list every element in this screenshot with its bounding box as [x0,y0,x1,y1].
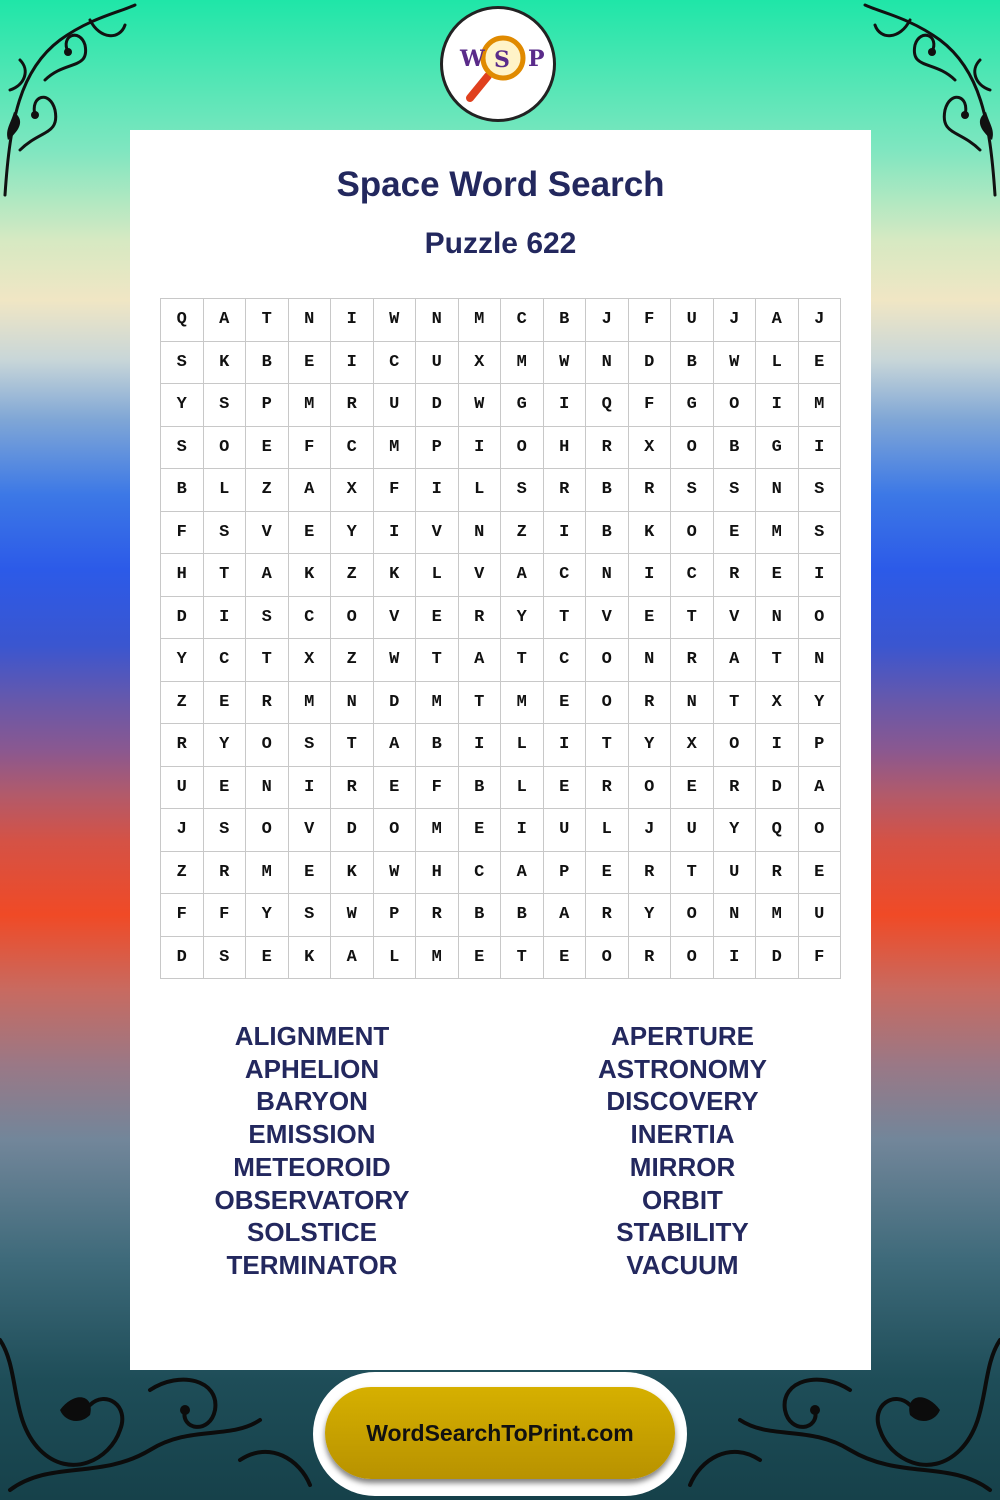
grid-cell[interactable]: W [374,852,417,895]
site-logo[interactable] [440,6,556,122]
logo-letter-center: S [494,47,510,73]
grid-cell[interactable]: M [416,937,459,980]
grid-cell[interactable]: A [714,639,757,682]
grid-cell[interactable]: E [246,427,289,470]
grid-cell[interactable]: G [671,384,714,427]
word-list-left [130,1020,494,1282]
grid-cell[interactable]: S [289,724,332,767]
grid-cell[interactable]: R [629,852,672,895]
grid-cell[interactable]: B [459,894,502,937]
grid-cell[interactable]: G [756,427,799,470]
grid-cell[interactable]: F [629,384,672,427]
grid-cell[interactable]: T [756,639,799,682]
grid-cell[interactable]: R [586,767,629,810]
grid-cell[interactable]: E [671,767,714,810]
grid-cell[interactable]: Y [714,809,757,852]
grid-cell[interactable]: M [246,852,289,895]
grid-cell[interactable]: K [374,554,417,597]
grid-cell[interactable]: I [289,767,332,810]
grid-cell[interactable]: T [204,554,247,597]
grid-cell[interactable]: B [671,342,714,385]
grid-cell[interactable]: X [459,342,502,385]
grid-cell[interactable]: E [289,852,332,895]
grid-cell[interactable]: Z [161,682,204,725]
grid-cell[interactable]: I [331,299,374,342]
grid-cell[interactable]: T [544,597,587,640]
grid-cell[interactable]: S [799,512,842,555]
grid-cell[interactable]: R [671,639,714,682]
grid-cell[interactable]: I [459,427,502,470]
grid-cell[interactable]: R [629,937,672,980]
grid-cell[interactable]: I [544,724,587,767]
grid-cell[interactable]: T [331,724,374,767]
grid-cell[interactable]: X [756,682,799,725]
grid-cell[interactable]: H [544,427,587,470]
grid-cell[interactable]: I [756,384,799,427]
grid-cell[interactable]: B [714,427,757,470]
grid-cell[interactable]: R [629,682,672,725]
grid-cell[interactable]: U [374,384,417,427]
word-item: EMISSION [248,1119,376,1150]
grid-cell[interactable]: K [331,852,374,895]
word-item: ORBIT [642,1184,723,1215]
grid-cell[interactable]: M [799,384,842,427]
grid-cell[interactable]: T [586,724,629,767]
grid-cell[interactable]: C [204,639,247,682]
grid-cell[interactable]: I [416,469,459,512]
grid-cell[interactable]: R [246,682,289,725]
grid-cell[interactable]: Q [586,384,629,427]
grid-cell[interactable]: M [501,682,544,725]
grid-cell[interactable]: Y [629,894,672,937]
grid-cell[interactable]: O [586,937,629,980]
grid-cell[interactable]: S [501,469,544,512]
grid-cell[interactable]: C [289,597,332,640]
grid-cell[interactable]: A [799,767,842,810]
word-item: ASTRONOMY [598,1053,767,1084]
grid-cell[interactable]: M [289,384,332,427]
grid-cell[interactable]: O [586,639,629,682]
grid-cell[interactable]: E [289,342,332,385]
grid-cell[interactable]: E [756,554,799,597]
grid-cell[interactable]: C [459,852,502,895]
grid-cell[interactable]: R [586,427,629,470]
grid-cell[interactable]: E [374,767,417,810]
grid-cell[interactable]: H [161,554,204,597]
grid-cell[interactable]: M [459,299,502,342]
grid-cell[interactable]: S [204,809,247,852]
grid-cell[interactable]: L [204,469,247,512]
grid-cell[interactable]: E [544,682,587,725]
grid-cell[interactable]: M [756,512,799,555]
grid-cell[interactable]: A [459,639,502,682]
word-item: OBSERVATORY [214,1184,410,1215]
grid-cell[interactable]: D [756,937,799,980]
puzzle-number: Puzzle 622 [424,227,577,260]
grid-cell[interactable]: I [799,427,842,470]
grid-cell[interactable]: P [544,852,587,895]
grid-cell[interactable]: S [799,469,842,512]
grid-cell[interactable]: O [671,894,714,937]
grid-cell[interactable]: Q [756,809,799,852]
grid-cell[interactable]: F [204,894,247,937]
grid-cell[interactable]: J [714,299,757,342]
grid-cell[interactable]: Z [331,639,374,682]
grid-cell[interactable]: O [331,597,374,640]
grid-cell[interactable]: Y [161,639,204,682]
grid-cell[interactable]: X [331,469,374,512]
grid-cell[interactable]: N [586,342,629,385]
grid-cell[interactable]: Z [501,512,544,555]
word-list-right [494,1020,871,1282]
grid-cell[interactable]: S [289,894,332,937]
grid-cell[interactable]: D [331,809,374,852]
grid-cell[interactable]: U [671,809,714,852]
grid-cell[interactable]: B [161,469,204,512]
grid-cell[interactable]: P [416,427,459,470]
grid-cell[interactable]: Y [629,724,672,767]
grid-cell[interactable]: P [799,724,842,767]
grid-cell[interactable]: N [714,894,757,937]
grid-cell[interactable]: R [161,724,204,767]
grid-cell[interactable]: C [671,554,714,597]
grid-cell[interactable]: U [161,767,204,810]
grid-cell[interactable]: B [416,724,459,767]
grid-cell[interactable]: Z [246,469,289,512]
grid-cell[interactable]: E [289,512,332,555]
grid-cell[interactable]: P [246,384,289,427]
grid-cell[interactable]: R [416,894,459,937]
grid-cell[interactable]: O [714,384,757,427]
grid-cell[interactable]: R [714,554,757,597]
grid-cell[interactable]: A [331,937,374,980]
grid-cell[interactable]: D [629,342,672,385]
grid-cell[interactable]: O [501,427,544,470]
grid-cell[interactable]: O [246,809,289,852]
grid-cell[interactable]: O [671,427,714,470]
grid-cell[interactable]: E [459,937,502,980]
grid-cell[interactable]: E [544,937,587,980]
grid-cell[interactable]: G [501,384,544,427]
word-item: BARYON [256,1086,368,1117]
word-item: SOLSTICE [246,1217,377,1248]
word-list [130,1020,871,1282]
grid-cell[interactable]: O [799,597,842,640]
word-item: STABILITY [616,1217,749,1248]
grid-cell[interactable]: U [799,894,842,937]
grid-cell[interactable]: N [586,554,629,597]
grid-cell[interactable]: N [756,469,799,512]
grid-cell[interactable]: I [799,554,842,597]
grid-cell[interactable]: K [289,937,332,980]
grid-cell[interactable]: I [714,937,757,980]
grid-cell[interactable]: O [629,767,672,810]
grid-cell[interactable]: T [416,639,459,682]
grid-cell[interactable]: R [459,597,502,640]
grid-cell[interactable]: N [289,299,332,342]
grid-cell[interactable]: Y [204,724,247,767]
grid-cell[interactable]: W [544,342,587,385]
grid-cell[interactable]: L [586,809,629,852]
grid-cell[interactable]: O [671,512,714,555]
grid-cell[interactable]: O [714,724,757,767]
grid-cell[interactable]: W [374,639,417,682]
grid-cell[interactable]: F [416,767,459,810]
grid-cell[interactable]: E [714,512,757,555]
letter-grid [160,298,841,979]
grid-cell[interactable]: O [586,682,629,725]
grid-cell[interactable]: M [416,809,459,852]
grid-cell[interactable]: S [246,597,289,640]
grid-cell[interactable]: E [204,767,247,810]
grid-cell[interactable]: L [501,724,544,767]
grid-cell[interactable]: E [544,767,587,810]
grid-cell[interactable]: Y [799,682,842,725]
grid-cell[interactable]: F [629,299,672,342]
corner-ornament-icon [860,0,1000,200]
grid-cell[interactable]: D [756,767,799,810]
word-item: APERTURE [610,1021,754,1051]
grid-cell[interactable]: Y [501,597,544,640]
grid-cell[interactable]: I [544,512,587,555]
grid-cell[interactable]: M [416,682,459,725]
grid-cell[interactable]: F [161,894,204,937]
grid-cell[interactable]: E [799,342,842,385]
grid-cell[interactable]: A [756,299,799,342]
grid-cell[interactable]: F [799,937,842,980]
grid-cell[interactable]: E [204,682,247,725]
word-item: ALIGNMENT [234,1021,390,1051]
grid-cell[interactable]: K [289,554,332,597]
grid-cell[interactable]: V [586,597,629,640]
grid-cell[interactable]: B [501,894,544,937]
grid-cell[interactable]: I [374,512,417,555]
grid-cell[interactable]: B [459,767,502,810]
grid-cell[interactable]: U [544,809,587,852]
grid-cell[interactable]: Y [331,512,374,555]
grid-cell[interactable]: B [586,512,629,555]
grid-cell[interactable]: E [459,809,502,852]
grid-cell[interactable]: A [501,554,544,597]
puzzle-card [130,130,871,1370]
word-item: TERMINATOR [226,1249,398,1280]
grid-cell[interactable]: V [459,554,502,597]
grid-cell[interactable]: K [629,512,672,555]
grid-cell[interactable]: O [374,809,417,852]
grid-cell[interactable]: T [459,682,502,725]
logo-letter-right: P [528,46,545,72]
grid-cell[interactable]: J [161,809,204,852]
grid-cell[interactable]: L [416,554,459,597]
grid-cell[interactable]: I [459,724,502,767]
grid-cell[interactable]: S [204,384,247,427]
logo-letter-left: W [460,46,485,72]
grid-cell[interactable]: S [671,469,714,512]
grid-cell[interactable]: I [501,809,544,852]
grid-cell[interactable]: I [331,342,374,385]
grid-cell[interactable]: B [586,469,629,512]
site-link-button[interactable]: WordSearchToPrint.com [325,1387,675,1479]
grid-cell[interactable]: D [416,384,459,427]
grid-cell[interactable]: T [246,639,289,682]
word-item: APHELION [244,1053,380,1084]
grid-cell[interactable]: D [161,937,204,980]
grid-cell[interactable]: N [331,682,374,725]
grid-cell[interactable]: U [416,342,459,385]
word-item: VACUUM [626,1249,739,1280]
grid-cell[interactable]: W [459,384,502,427]
grid-cell[interactable]: U [714,852,757,895]
grid-cell[interactable]: C [501,299,544,342]
grid-cell[interactable]: D [374,682,417,725]
grid-cell[interactable]: W [331,894,374,937]
grid-cell[interactable]: V [714,597,757,640]
grid-cell[interactable]: C [544,639,587,682]
grid-cell[interactable]: O [246,724,289,767]
grid-cell[interactable]: O [799,809,842,852]
grid-cell[interactable]: V [246,512,289,555]
grid-cell[interactable]: T [501,937,544,980]
grid-cell[interactable]: D [161,597,204,640]
word-item: DISCOVERY [606,1086,759,1117]
grid-cell[interactable]: F [374,469,417,512]
grid-cell[interactable]: P [374,894,417,937]
grid-cell[interactable]: T [501,639,544,682]
grid-cell[interactable]: Z [331,554,374,597]
grid-cell[interactable]: A [544,894,587,937]
word-item: MIRROR [629,1151,736,1182]
grid-cell[interactable]: O [204,427,247,470]
grid-cell[interactable]: A [289,469,332,512]
grid-cell[interactable]: Y [246,894,289,937]
word-item: METEOROID [233,1151,391,1182]
grid-cell[interactable]: L [374,937,417,980]
grid-cell[interactable]: R [204,852,247,895]
magnifier-icon [448,14,548,114]
grid-cell[interactable]: L [756,342,799,385]
grid-cell[interactable]: T [671,852,714,895]
grid-cell[interactable]: T [714,682,757,725]
grid-cell[interactable]: S [161,342,204,385]
grid-cell[interactable]: V [374,597,417,640]
grid-cell[interactable]: C [544,554,587,597]
grid-cell[interactable]: W [374,299,417,342]
grid-cell[interactable]: F [161,512,204,555]
grid-cell[interactable]: X [671,724,714,767]
grid-cell[interactable]: R [629,469,672,512]
grid-cell[interactable]: R [331,384,374,427]
grid-cell[interactable]: V [289,809,332,852]
grid-cell[interactable]: M [756,894,799,937]
page-title: Space Word Search [336,165,665,204]
grid-cell[interactable]: L [501,767,544,810]
grid-cell[interactable]: W [714,342,757,385]
grid-cell[interactable]: Q [161,299,204,342]
grid-cell[interactable]: L [459,469,502,512]
grid-cell[interactable]: I [204,597,247,640]
grid-cell[interactable]: X [289,639,332,682]
grid-cell[interactable]: N [459,512,502,555]
grid-cell[interactable]: R [714,767,757,810]
grid-cell[interactable]: H [416,852,459,895]
grid-cell[interactable]: N [246,767,289,810]
grid-cell[interactable]: S [204,512,247,555]
grid-cell[interactable]: R [586,894,629,937]
grid-cell[interactable]: N [416,299,459,342]
grid-cell[interactable]: J [629,809,672,852]
grid-cell[interactable]: R [331,767,374,810]
grid-cell[interactable]: F [289,427,332,470]
grid-cell[interactable]: M [374,427,417,470]
grid-cell[interactable]: O [671,937,714,980]
grid-cell[interactable]: I [544,384,587,427]
grid-cell[interactable]: I [629,554,672,597]
grid-cell[interactable]: A [374,724,417,767]
grid-cell[interactable]: C [331,427,374,470]
grid-cell[interactable]: E [586,852,629,895]
grid-cell[interactable]: A [501,852,544,895]
grid-cell[interactable]: N [799,639,842,682]
grid-cell[interactable]: S [161,427,204,470]
word-item: INERTIA [630,1119,735,1150]
grid-cell[interactable]: B [544,299,587,342]
grid-cell[interactable]: X [629,427,672,470]
grid-cell[interactable]: E [246,937,289,980]
grid-cell[interactable]: B [246,342,289,385]
grid-cell[interactable]: Y [161,384,204,427]
grid-cell[interactable]: C [374,342,417,385]
corner-ornament-icon [0,0,140,200]
grid-cell[interactable]: R [544,469,587,512]
grid-cell[interactable]: J [586,299,629,342]
grid-cell[interactable]: S [204,937,247,980]
grid-cell[interactable]: T [671,597,714,640]
grid-cell[interactable]: N [629,639,672,682]
grid-cell[interactable]: A [204,299,247,342]
grid-cell[interactable]: E [629,597,672,640]
grid-cell[interactable]: Z [161,852,204,895]
grid-cell[interactable]: K [204,342,247,385]
grid-cell[interactable]: M [289,682,332,725]
grid-cell[interactable]: M [501,342,544,385]
grid-cell[interactable]: I [756,724,799,767]
grid-cell[interactable]: N [671,682,714,725]
grid-cell[interactable]: V [416,512,459,555]
grid-cell[interactable]: E [799,852,842,895]
grid-cell[interactable]: U [671,299,714,342]
grid-cell[interactable]: J [799,299,842,342]
grid-cell[interactable]: E [416,597,459,640]
grid-cell[interactable]: A [246,554,289,597]
grid-cell[interactable]: N [756,597,799,640]
grid-cell[interactable]: S [714,469,757,512]
grid-cell[interactable]: T [246,299,289,342]
grid-cell[interactable]: R [756,852,799,895]
